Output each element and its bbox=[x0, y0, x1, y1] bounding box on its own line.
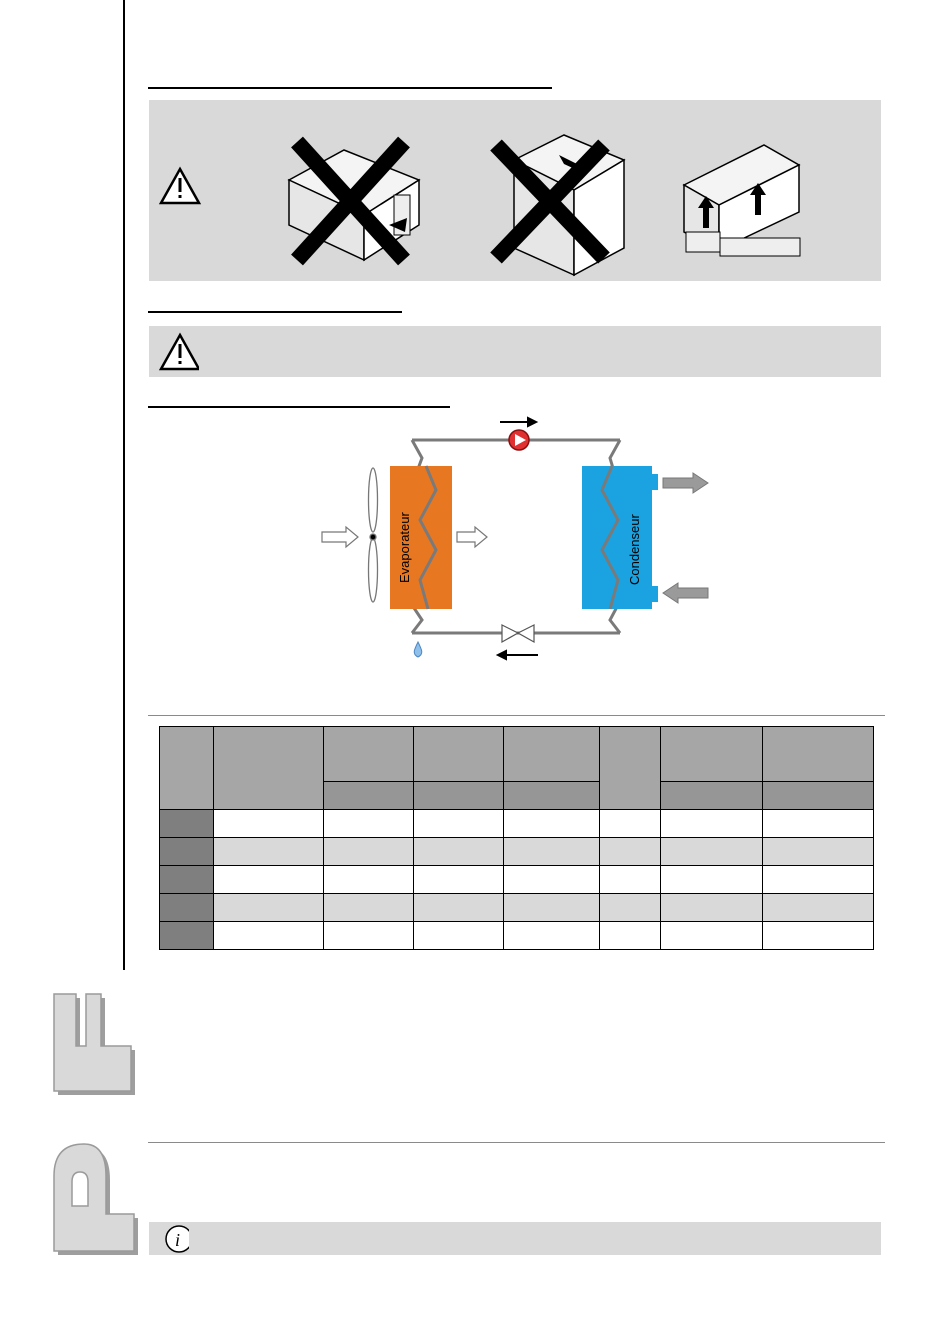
refrigeration-circuit-diagram bbox=[300, 410, 730, 670]
table-cell bbox=[324, 810, 414, 838]
table-header-row bbox=[160, 727, 874, 782]
table-cell bbox=[763, 866, 874, 894]
table-header-cell bbox=[504, 727, 600, 782]
divider-rule bbox=[148, 1142, 885, 1143]
table-row-header bbox=[160, 810, 214, 838]
table-row-header bbox=[160, 894, 214, 922]
table-unit-cell bbox=[324, 782, 414, 810]
table-header-cell bbox=[324, 727, 414, 782]
table-cell bbox=[214, 894, 324, 922]
warning-icon bbox=[149, 326, 199, 377]
table-cell bbox=[763, 894, 874, 922]
table-row-header bbox=[160, 838, 214, 866]
table-cell bbox=[600, 894, 661, 922]
table-cell bbox=[763, 810, 874, 838]
air-inlet-arrow-icon bbox=[322, 527, 358, 547]
table-cell bbox=[661, 866, 763, 894]
table-cell bbox=[661, 838, 763, 866]
table-unit-cell bbox=[661, 782, 763, 810]
table-unit-cell bbox=[414, 782, 504, 810]
water-drop-icon bbox=[414, 642, 422, 657]
circuit-drawing bbox=[300, 410, 730, 670]
table-cell bbox=[504, 922, 600, 950]
evaporator-label: Evaporateur bbox=[397, 512, 412, 583]
table-header-cell bbox=[763, 727, 874, 782]
table-cell bbox=[504, 810, 600, 838]
expansion-valve-icon bbox=[502, 625, 534, 642]
table-cell bbox=[414, 810, 504, 838]
flow-direction-arrow-left bbox=[498, 651, 538, 659]
language-marker-e-icon bbox=[50, 990, 145, 1102]
table-cell bbox=[504, 866, 600, 894]
table-row bbox=[160, 894, 874, 922]
table-row bbox=[160, 866, 874, 894]
table-cell bbox=[214, 922, 324, 950]
table-cell bbox=[214, 838, 324, 866]
svg-text:i: i bbox=[175, 1230, 181, 1250]
compressor-icon bbox=[509, 430, 529, 450]
table-header-cell bbox=[414, 727, 504, 782]
table-cell bbox=[600, 838, 661, 866]
condenser-label: Condenseur bbox=[627, 514, 642, 585]
table-cell bbox=[324, 894, 414, 922]
handling-illustrations bbox=[149, 100, 881, 281]
table-cell bbox=[324, 922, 414, 950]
table-unit-cell bbox=[504, 782, 600, 810]
margin-line bbox=[123, 0, 125, 970]
table-unit-cell bbox=[763, 782, 874, 810]
info-icon bbox=[149, 1222, 189, 1255]
specification-table bbox=[159, 726, 874, 950]
table-cell bbox=[414, 838, 504, 866]
table-row-header bbox=[160, 922, 214, 950]
table-cell bbox=[763, 922, 874, 950]
table-row bbox=[160, 810, 874, 838]
table-cell bbox=[600, 922, 661, 950]
table-row bbox=[160, 838, 874, 866]
table-cell bbox=[324, 866, 414, 894]
table-cell bbox=[600, 866, 661, 894]
table-cell bbox=[324, 838, 414, 866]
warning-panel bbox=[149, 326, 881, 377]
table-header-cell bbox=[600, 727, 661, 810]
table-cell bbox=[661, 894, 763, 922]
section-heading-underline bbox=[148, 87, 552, 89]
handling-panel bbox=[149, 100, 881, 281]
hot-air-out-arrow-icon bbox=[663, 473, 708, 493]
info-panel bbox=[149, 1222, 881, 1255]
table-cell bbox=[504, 838, 600, 866]
divider-rule bbox=[148, 715, 885, 716]
fan-icon bbox=[369, 468, 378, 602]
table-cell bbox=[214, 810, 324, 838]
table-row bbox=[160, 922, 874, 950]
table-header-cell bbox=[214, 727, 324, 810]
warning-icon bbox=[161, 169, 199, 203]
table-cell bbox=[414, 894, 504, 922]
crate-upright-icon bbox=[684, 145, 800, 256]
table-cell bbox=[661, 810, 763, 838]
table-header-cell bbox=[160, 727, 214, 810]
section-heading-underline bbox=[148, 406, 450, 408]
table-cell bbox=[661, 922, 763, 950]
table-cell bbox=[600, 810, 661, 838]
section-heading-underline bbox=[148, 311, 402, 313]
table-cell bbox=[414, 866, 504, 894]
table-cell bbox=[414, 922, 504, 950]
air-through-arrow-icon bbox=[457, 527, 487, 547]
table-header-cell bbox=[661, 727, 763, 782]
table-cell bbox=[214, 866, 324, 894]
flow-direction-arrow-right bbox=[500, 418, 536, 426]
table-cell bbox=[763, 838, 874, 866]
table-row-header bbox=[160, 866, 214, 894]
air-in-arrow-icon bbox=[663, 583, 708, 603]
language-marker-p-icon bbox=[50, 1140, 145, 1260]
table-cell bbox=[504, 894, 600, 922]
